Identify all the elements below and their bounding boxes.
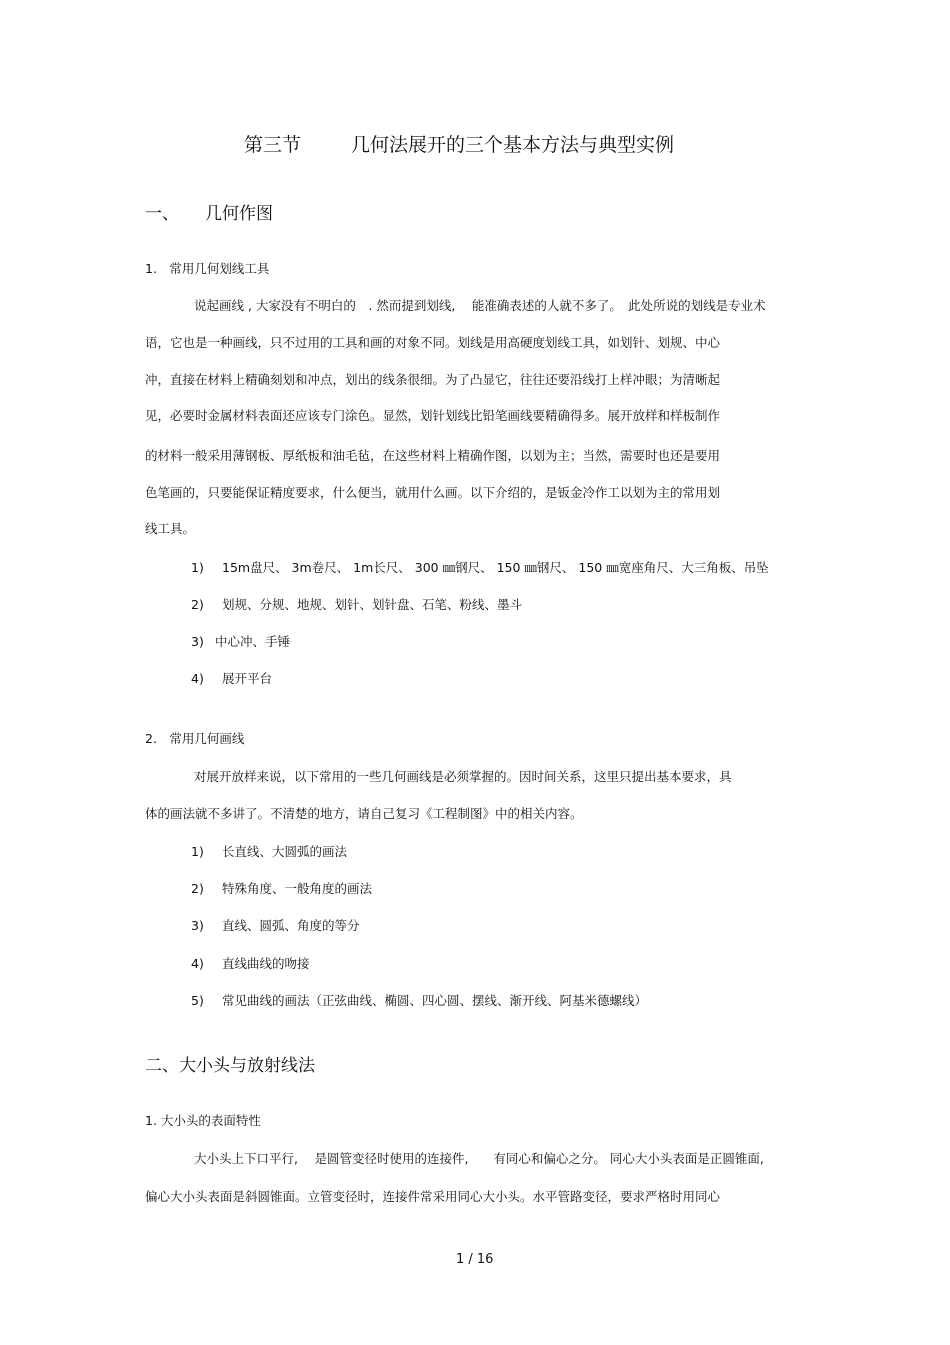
paragraph-line: 色笔画的，只要能保证精度要求，什么便当，就用什么画。以下介绍的，是钣金冷作工以划为主的常用划 [145,485,721,500]
list-item: 5) 常见曲线的画法（正弦曲线、椭圆、四心圆、摆线、渐开线、阿基米德螺线） [191,993,648,1008]
paragraph-line: 语，它也是一种画线，只不过用的工具和画的对象不同。划线是用高硬度划线工具，如划针、划规、中心 [145,335,721,350]
list-item: 3) 直线、圆弧、角度的等分 [191,918,360,933]
paragraph-line: 体的画法就不多讲了。不清楚的地方，请自己复习《工程制图》中的相关内容。 [145,806,583,821]
paragraph-line: 线工具。 [145,521,196,536]
paragraph-line: 见，必要时金属材料表面还应该专门涂色。显然，划针划线比铅笔画线要精确得多。展开放样和样板制作 [145,408,721,423]
paragraph-line: 偏心大小头表面是斜圆锥面。立管变径时，连接件常采用同心大小头。水平管路变径，要求严格时用同心 [145,1189,721,1204]
list-item: 4) 直线曲线的吻接 [191,956,310,971]
paragraph-line: 的材料一般采用薄钢板、厚纸板和油毛毡，在这些材料上精确作图，以划为主；当然，需要时也还是要用 [145,448,721,463]
subsection-heading-lines: 2. 常用几何画线 [145,731,245,746]
list-item: 1) 长直线、大圆弧的画法 [191,844,348,859]
subsection-heading-surface: 1. 大小头的表面特性 [145,1113,261,1128]
list-item: 3) 中心冲、手锤 [191,634,291,649]
paragraph-line: 说起画线 , 大家没有不明白的 . 然而提到划线, 能准确表述的人就不多了。 此处所说的划线是专业术 [194,298,766,313]
list-item: 2) 特殊角度、一般角度的画法 [191,881,373,896]
list-item: 4) 展开平台 [191,671,273,686]
section-heading-2: 二、大小头与放射线法 [145,1056,315,1076]
list-item: 2) 划规、分规、地规、划针、划针盘、石笔、粉线、墨斗 [191,597,523,612]
paragraph-line: 冲，直接在材料上精确刻划和冲点，划出的线条很细。为了凸显它，往往还要沿线打上样冲眼；为清晰起 [145,372,721,387]
subsection-heading-tools: 1. 常用几何划线工具 [145,261,270,276]
page-number: 1 / 16 [456,1252,494,1267]
title-section: 第三节 [244,134,302,156]
list-item: 1) 15m盘尺、 3m卷尺、 1m长尺、 300 ㎜钢尺、 150 ㎜钢尺、 150 ㎜宽座角尺、大三角板、吊坠 [191,560,769,575]
section-heading-1: 一、 几何作图 [145,204,273,224]
page-title [244,130,674,157]
paragraph-line: 大小头上下口平行, 是圆管变径时使用的连接件, 有同心和偏心之分。 同心大小头表面是正圆锥面, [194,1151,764,1166]
paragraph-line: 对展开放样来说，以下常用的一些几何画线是必须掌握的。因时间关系，这里只提出基本要求，具 [194,769,732,784]
title-text: 几何法展开的三个基本方法与典型实例 [351,134,675,156]
